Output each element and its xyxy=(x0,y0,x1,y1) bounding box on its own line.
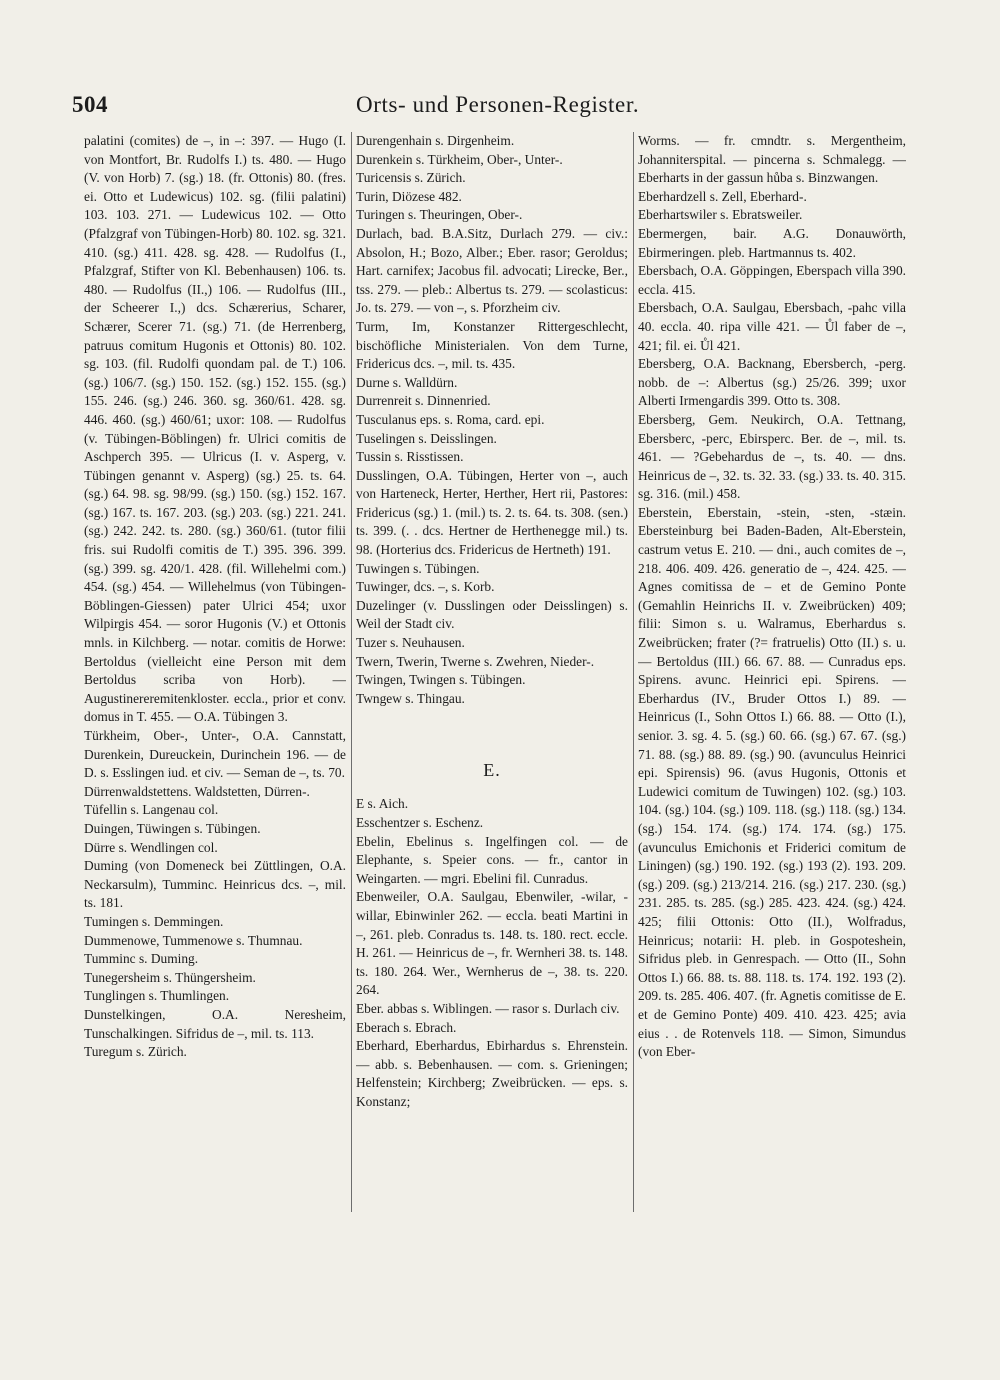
page-header xyxy=(72,92,932,126)
register-entry: Tuselingen s. Deisslingen. xyxy=(356,430,497,446)
register-entry: Duming (von Domeneck bei Züttlingen, O.A. Neckarsulm), Tumminc. Heinricus dcs. –, mil. ts. 181. xyxy=(84,858,346,911)
register-entry: Eberhardzell s. Zell, Eberhard-. xyxy=(638,188,807,204)
register-entry: Turingen s. Theuringen, Ober-. xyxy=(356,207,523,223)
register-entry: Tüfellin s. Langenau col. xyxy=(84,802,219,818)
register-entry: Tunglingen s. Thumlingen. xyxy=(84,988,230,1004)
register-entry: Turegum s. Zürich. xyxy=(84,1044,187,1060)
register-entry: palatini (comites) de –, in –: 397. — Hugo (I. von Montfort, Br. Rudolfs I.) ts. 480. — Hugo (V. von Horb) 7. (sg.) 18. (fr. Ottonis) 80. (fres. ei. Otto et Ludewicus) 102. sg. (filii palatini) 103. 103. 271. — Ludewicus 102. — Otto (Pfalzgraf von Tübingen-Horb) 80. 102. sg. 321. 410. (sg.) 411. 428. sg. 428. — Rudolfus (I., Pfalzgraf, Stifter von Kl. Bebenhausen) 106. ts. 480. — Rudolfus (II.,) 106. — Rudolfus (III., der Scheerer I.,) dcs. Schærerius, Scharer, Schærer, Scerer 71. (sg.) 71. (de Herrenberg, patruus comitum Hugonis et Ottonis) 80. 102. sg. 103. (fil. Rudolfi quondam pal. de T.) 106. (sg.) 106/7. (sg.) 150. 152. (sg.) 152. 155. (sg.) 155. 246. (sg.) 246. 360. sg. 360/61. 428. sg. 446. 460. (sg.) 460/61; uxor: 108. — Rudolfus (v. Tübingen-Böblingen) fr. Ulrici comitis de Aschperch 395. — Ulricus (I. v. Asperg, v. Tübingen genannt v. Asperg) (sg.) 25. ts. 64. (sg.) 64. 98. sg. 98/99. (sg.) 150. (sg.) 152. 167. (sg.) 167. ts. 167. 203. (sg.) 203. (sg.) 221. 241. (sg.) 242. 242. ts. 280. (sg.) 360/61. (tutor filii fris. sui Rudolfi comitis de T.) 395. 396. 399. (sg.) 399. sg. 420/1. 428. (fil. Willehelmi com.) 454. (sg.) 454. — Willehelmus (von Tübingen-Böblingen-Giessen) pater Ulrici 454; uxor Wilpirgis 454. — soror Hugonis (V.) et Ottonis mnls. in Kilchberg. — notar. comitis de Horwe: Bertoldus (vielleicht eine Person mit dem Bertoldus scriba von Horb). — Augustinereremitenkloster. eccla., prior et conv. domus in T. 455. — O.A. Tübingen 3. xyxy=(84,133,346,725)
register-entry: Ebenweiler, O.A. Saulgau, Ebenwiler, -wilar, -willar, Ebinwinler 262. — eccla. beati Martini in –, 261. pleb. Conradus ts. 148. ts. 180. rect. eccle. H. 261. — Heinricus de –, fr. Wernheri 38. ts. 148. ts. 180. 264. Wer., Wernherus de –, 38. ts. 220. 264. xyxy=(356,889,628,998)
register-entry: Ebersberg, Gem. Neukirch, O.A. Tettnang, Ebersberc, -perc, Ebirsperc. Ber. de –, mil. ts. 461. — ?Gebehardus de –, ts. 40. — dns. Heinricus de –, 32. ts. 32. 33. (sg.) 33. ts. 40. 315. sg. 316. (mil.) 458. xyxy=(638,411,906,502)
register-entry: Eberstein, Eberstain, -stein, -sten, -stæin. Ebersteinburg bei Baden-Baden, Alt-Eberstein, castrum vetus E. 210. — dni., auch comites de –, 218. 406. 409. 426. generatio de –, 424. 425. — Agnes comitissa de – et de Gemino Ponte (Gemahlin Heinrichs II. v. Zweibrücken) 409; filii: Simon s. u. Walramus, Eberhardus s. Zweibrücken; frater (?= fratruelis) Otto (II.) s. u. — Bertoldus (III.) 66. 67. 88. — Cunradus eps. Spirens. avunc. Heinrici epi. Spirens. — Eberhardus (IV., Bruder Ottos I.) 89. — Heinricus (I., Sohn Ottos I.) 66. 88. — Otto (I.), senior. 3. sg. 4. 5. (sg.) 60. 66. (sg.) 67. 67. (sg.) 71. 88. (sg.) 88. 89. (sg.) 90. (avunculus Heinrici epi. Spirensis) 96. (avus Hugonis, Ottonis et Ludewici comitum de Tuwingen) 102. (sg.) 103. 104. (sg.) 104. (sg.) 109. 118. (sg.) 118. (sg.) 134. (sg.) 154. 174. (sg.) 174. 174. (sg.) 175. (avunculus Emichonis et Friderici comitum de Liningen) (sg.) 190. 192. (sg.) 193 (2). 193. 209. (sg.) 209. (sg.) 213/214. 216. (sg.) 217. 230. (sg.) 231. 285. ts. 285. (sg.) 285. 423. 424. (sg.) 424. 425; filii Ottonis: Otto (II.), Wolfradus, Heinricus; notarii: H. pleb. in Gospoteshein, Sifridus pleb. in Genrespach. — Otto (II., Sohn Ottos I.) 66. 88. ts. 88. 118. ts. 174. 192. 193 (2). 209. ts. 285. 406. 407. (fr. Agnetis comitisse de E. et de Gemino Ponte) 409. 410. 423. 425; avia eius . . de Rotenvels 118. — Simon, Simundus (von Eber- xyxy=(638,504,906,1060)
register-entry: Dürrenwaldstettens. Waldstetten, Dürren-. xyxy=(84,783,310,799)
register-entry: Eberhard, Eberhardus, Ebirhardus s. Ehrenstein. — abb. s. Bebenhausen. — com. s. Grieningen; Helfenstein; Kirchberg; Zweibrücken. — eps. s. Konstanz; xyxy=(356,1038,628,1109)
register-entry: Dusslingen, O.A. Tübingen, Herter von –, auch von Harteneck, Herter, Herther, Hert rii, Pastores: Fridericus (sg.) 1. (mil.) ts. 2. ts. 64. ts. 308. (sen.) ts. 399. (. . dcs. Hertner de Herthenegge mil.) ts. 98. (Horterius dcs. Fridericus de Hertneth) 191. xyxy=(356,467,628,558)
register-entry: Dunstelkingen, O.A. Neresheim, Tunschalkingen. Sifridus de –, mil. ts. 113. xyxy=(84,1006,346,1041)
register-entry: Ebersberg, O.A. Backnang, Ebersberch, -perg. nobb. de –: Albertus (sg.) 25/26. 399; uxor Alberti Irmengardis 399. Otto ts. 308. xyxy=(638,356,906,409)
register-columns xyxy=(82,132,916,1252)
register-entry: Durenkein s. Türkheim, Ober-, Unter-. xyxy=(356,151,563,167)
register-entry: Duingen, Tüwingen s. Tübingen. xyxy=(84,820,261,836)
register-entry: Tuzer s. Neuhausen. xyxy=(356,635,465,651)
register-entry: Esschentzer s. Eschenz. xyxy=(356,815,484,830)
register-entry: Durengenhain s. Dirgenheim. xyxy=(356,133,515,148)
column-divider xyxy=(351,132,352,1212)
register-entry: Durrenreit s. Dinnenried. xyxy=(356,393,491,409)
register-entry: Twern, Twerin, Twerne s. Zwehren, Nieder-. xyxy=(356,653,595,669)
register-entry: Ebelin, Ebelinus s. Ingelfingen col. — de Elephante, s. Speier cons. — fr., cantor in Weingarten. — mgri. Ebelini fil. Cunradus. xyxy=(356,833,628,886)
register-entry: E s. Aich. xyxy=(356,796,409,812)
register-entry: Turm, Im, Konstanzer Rittergeschlecht, bischöfliche Ministerialen. Von dem Turne, Fridericus dcs. –, mil. ts. 435. xyxy=(356,318,628,372)
register-entry: Ebersbach, O.A. Göppingen, Eberspach villa 390. eccla. 415. xyxy=(638,263,906,297)
register-entry: Türkheim, Ober-, Unter-, O.A. Cannstatt, Durenkein, Dureuckein, Durinchein 196. — de D. s. Esslingen iud. et civ. — Seman de –, ts. 70. xyxy=(84,728,346,781)
register-entry: Durne s. Walldürn. xyxy=(356,374,458,390)
register-entry: Tuwinger, dcs. –, s. Korb. xyxy=(356,579,495,595)
register-entry: Twngew s. Thingau. xyxy=(356,690,465,706)
section-heading-e: E. xyxy=(483,760,501,781)
register-entry: Tuwingen s. Tübingen. xyxy=(356,560,480,576)
register-entry: Turicensis s. Zürich. xyxy=(356,170,466,186)
register-entry: Worms. — fr. cmndtr. s. Mergentheim, Johanniterspital. — pincerna s. Schmalegg. — Eberharts in der gassun hůba s. Binzwangen. xyxy=(638,133,906,186)
register-entry: Eber. abbas s. Wiblingen. — rasor s. Durlach civ. xyxy=(356,1000,620,1016)
register-entry: Eberhartswiler s. Ebratsweiler. xyxy=(638,207,803,223)
register-entry: Ebersbach, O.A. Saulgau, Ebersbach, -pahc villa 40. eccla. 40. ripa ville 421. — Ůl faber de –, 421; fil. ei. Ůl 421. xyxy=(638,300,906,353)
register-entry: Tumminc s. Duming. xyxy=(84,951,199,967)
register-entry: Tusculanus eps. s. Roma, card. epi. xyxy=(356,411,545,427)
register-entry: Tunegersheim s. Thüngersheim. xyxy=(84,969,256,985)
register-entry: Tumingen s. Demmingen. xyxy=(84,913,224,929)
register-entry: Twingen, Twingen s. Tübingen. xyxy=(356,672,526,688)
column-middle xyxy=(356,132,628,1252)
register-entry: Duzelinger (v. Dusslingen oder Deisslingen) s. Weil der Stadt civ. xyxy=(356,597,628,632)
register-entry: Ebermergen, bair. A.G. Donauwörth, Ebirmeringen. pleb. Hartmannus ts. 402. xyxy=(638,225,906,260)
register-entry: Durlach, bad. B.A.Sitz, Durlach 279. — civ.: Absolon, H.; Bozo, Alber.; Eber. rasor; Geroldus; Hart. carnifex; Jacobus fil. advocati; Lirecke, Ber., tss. 279. — pleb.: Albertus ts. 279. — scolasticus: Jo. ts. 279. — von –, s. Pforzheim civ. xyxy=(356,225,628,316)
running-title: Orts- und Personen-Register. xyxy=(356,92,640,117)
register-entry: Dürre s. Wendlingen col. xyxy=(84,839,218,855)
page-number: 504 xyxy=(72,92,108,117)
column-right xyxy=(638,132,906,1252)
register-entry: Turin, Diözese 482. xyxy=(356,188,462,204)
column-divider xyxy=(633,132,634,1212)
register-entry: Eberach s. Ebrach. xyxy=(356,1019,457,1035)
register-entry: Dummenowe, Tummenowe s. Thumnau. xyxy=(84,932,303,948)
register-entry: Tussin s. Risstissen. xyxy=(356,449,464,465)
column-left xyxy=(84,132,346,1252)
